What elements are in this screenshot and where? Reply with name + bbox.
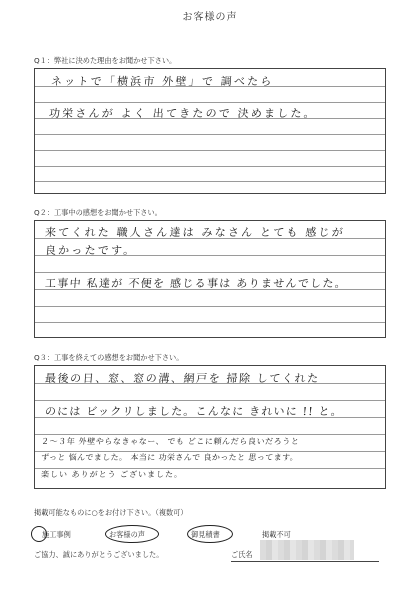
question-1-label: Q１：弊社に決めた理由をお聞かせ下さい。 — [34, 56, 177, 65]
publish-options-label: 掲載可能なものに○をお付け下さい。（複数可） — [34, 508, 188, 517]
selected-circle-mark — [105, 525, 159, 543]
answer-1-line-2: 功栄さんが よく 出てきたので 決めました。 — [48, 107, 318, 120]
name-underline — [231, 561, 379, 562]
answer-box-2 — [34, 220, 386, 338]
answer-3-line-3: ２～３年 外壁やらなきゃなー、 でも どこに頼んだら良いだろうと — [40, 437, 300, 446]
publish-option-customer-voice[interactable]: お客様の声 — [109, 530, 145, 540]
answer-3-line-5: 楽しい ありがとう ございました。 — [40, 470, 184, 479]
answer-3-line-4: ずっと 悩んでました。 本当に 功栄さんで 良かったと 思ってます。 — [40, 453, 299, 462]
answer-3-line-1: 最後の日、窓、窓の溝、網戸を 掃除 してくれた — [44, 372, 321, 385]
selected-circle-mark — [31, 526, 47, 542]
publish-option-case-study[interactable]: 施工事例 — [34, 530, 71, 540]
question-3-label: Q３：工事を終えての感想をお聞かせ下さい。 — [34, 353, 184, 362]
answer-2-line-1: 来てくれた 職人さん達は みなさん とても 感じが — [44, 226, 346, 239]
question-2-label: Q２：工事中の感想をお聞かせ下さい。 — [34, 208, 162, 217]
answer-box-1 — [34, 68, 386, 194]
selected-circle-mark — [187, 525, 233, 543]
publish-option-no-publish[interactable]: 掲載不可 — [262, 530, 291, 539]
thanks-message: ご協力、誠にありがとうございました。 — [34, 550, 164, 559]
answer-1-line-1: ネットで「横浜市 外壁」で 調べたら — [50, 75, 275, 88]
publish-option-estimate[interactable]: 御見積書 — [191, 530, 220, 540]
page-title: お客様の声 — [182, 12, 238, 23]
answer-3-line-2: のには ビックリしました。こんなに きれいに !! と。 — [44, 405, 344, 418]
answer-2-line-2: 良かったです。 — [44, 244, 137, 257]
answer-2-line-3: 工事中 私達が 不便を 感じる事は ありませんでした。 — [44, 277, 348, 290]
name-label: ご氏名 — [231, 550, 253, 559]
redacted-name — [260, 540, 354, 560]
answer-box-3 — [34, 365, 386, 489]
